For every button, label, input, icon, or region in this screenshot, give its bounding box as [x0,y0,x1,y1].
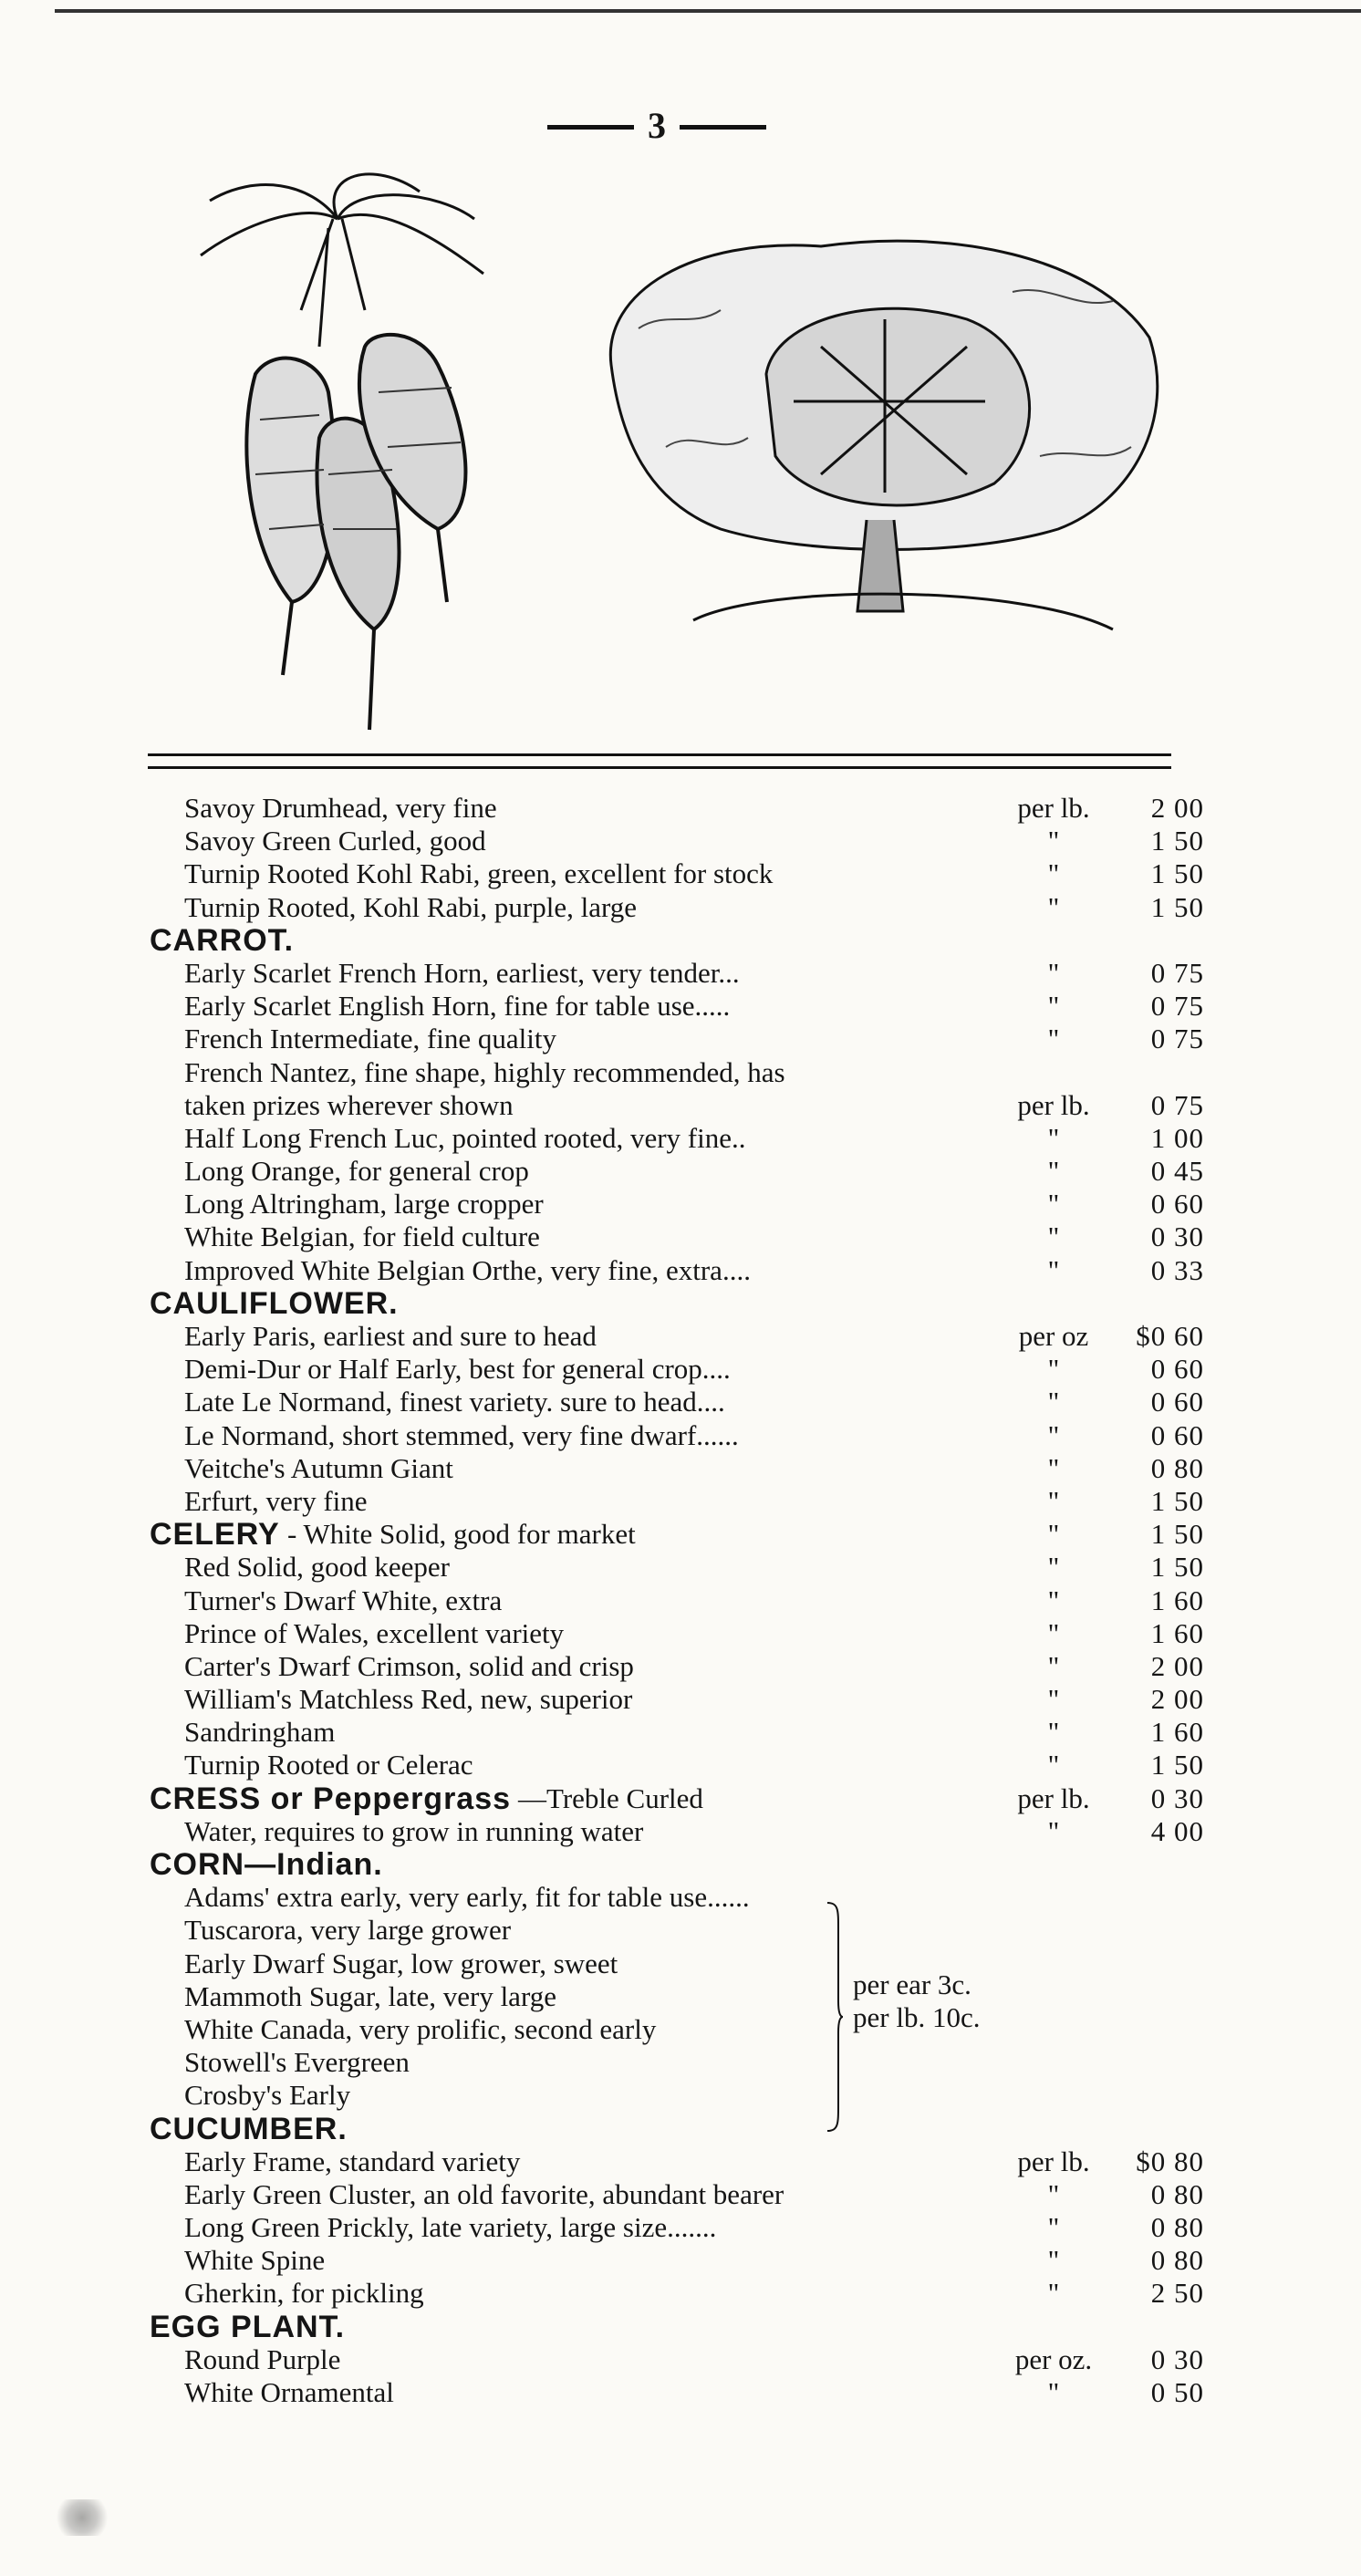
catalog-row [146,2079,1222,2112]
cabbage-illustration [584,219,1177,693]
category-heading-row [146,1287,1222,1320]
item-price: 1 00 [1150,1121,1204,1154]
item-unit: per oz [1018,1320,1089,1353]
item-price: 1 50 [1150,890,1204,923]
item-name: French Intermediate, fine quality [184,1023,557,1055]
item-unit: " [1047,1386,1060,1418]
page-top-edge [55,9,1361,13]
item-price: 1 50 [1150,1518,1204,1551]
item-description: —Treble Curled [518,1781,703,1814]
category-heading-row [146,924,1222,957]
item-price: 2 00 [1150,792,1204,824]
item-price: 1 50 [1150,1551,1204,1584]
catalog-row [146,857,1222,890]
page-number-value: 3 [648,105,666,146]
catalog-row [146,2277,1222,2310]
category-heading: CUCUMBER. [150,2111,348,2146]
item-unit: per lb. [1017,1088,1090,1121]
item-name: Early Frame, standard variety [184,2145,521,2177]
catalog-row [146,1584,1222,1617]
item-name: Erfurt, very fine [184,1484,368,1517]
category-heading: EGG PLANT. [150,2309,346,2344]
item-name: White Canada, very prolific, second early [184,2012,657,2045]
category-heading: CARROT. [150,922,295,958]
section-rule-top [148,753,1171,756]
item-unit: per oz. [1014,2342,1093,2375]
item-name: Early Paris, earliest and sure to head [184,1320,597,1353]
item-name: Late Le Normand, finest variety. sure to head.... [184,1386,725,1418]
item-name: Early Green Cluster, an old favorite, abundant bearer [184,2177,784,2210]
item-price: $0 80 [1136,2145,1204,2177]
item-name: White Ornamental [184,2376,394,2409]
corn-price-brace [826,1901,844,2133]
corn-price-per-lb: per lb. 10c. [853,2001,981,2033]
item-unit: " [1047,2211,1060,2244]
catalog-row [146,2046,1222,2079]
item-price: 0 60 [1150,1386,1204,1418]
item-name-continued: taken prizes wherever shown [184,1088,514,1121]
catalog-row [146,1749,1222,1781]
category-heading-row [146,2113,1222,2145]
item-unit: " [1047,2277,1060,2310]
catalog-row [146,1551,1222,1584]
item-name: Turnip Rooted Kohl Rabi, green, excellent for stock [184,857,774,890]
item-price: 0 30 [1150,1220,1204,1253]
item-unit: " [1047,1616,1060,1649]
item-name: Turner's Dwarf White, extra [184,1584,503,1616]
item-name: Long Green Prickly, late variety, large size....... [184,2211,717,2244]
item-name: Early Scarlet English Horn, fine for table use..... [184,990,731,1023]
item-unit: " [1047,990,1060,1023]
catalog-row [146,1386,1222,1418]
item-unit: " [1047,1716,1060,1749]
page-number [547,105,766,146]
catalog-row [146,1023,1222,1055]
item-name: Early Scarlet French Horn, earliest, very tender... [184,956,740,989]
item-unit: " [1047,2177,1060,2210]
item-name: White Belgian, for field culture [184,1220,540,1253]
item-price: 1 60 [1150,1716,1204,1749]
item-price: 0 80 [1150,2244,1204,2277]
item-unit: " [1047,956,1060,989]
item-name: Crosby's Early [184,2079,351,2112]
catalog-row [146,1419,1222,1452]
item-name: Turnip Rooted, Kohl Rabi, purple, large [184,890,637,923]
catalog-row [146,792,1222,825]
item-name: French Nantez, fine shape, highly recommended, has [184,1055,785,1088]
item-description: - White Solid, good for market [287,1518,636,1551]
item-price: 0 75 [1150,1088,1204,1121]
item-price: 0 60 [1150,1418,1204,1451]
catalog-row [146,2013,1222,2046]
item-name: Red Solid, good keeper [184,1551,451,1584]
catalog-row [146,1980,1222,2013]
catalog-row [146,1254,1222,1287]
carrot-illustration [146,164,529,748]
item-price: 1 60 [1150,1584,1204,1616]
item-unit: per lb. [1017,792,1090,824]
section-rule-bottom [148,766,1171,769]
catalog-row [146,1683,1222,1716]
item-name: Prince of Wales, excellent variety [184,1616,565,1649]
item-price: 0 45 [1150,1155,1204,1188]
item-name: Stowell's Evergreen [184,2046,410,2079]
catalog-row [146,1914,1222,1947]
item-price: $0 60 [1136,1320,1204,1353]
item-unit: " [1047,825,1060,857]
catalog-row [146,2211,1222,2244]
item-unit: " [1047,1155,1060,1188]
item-price: 0 30 [1150,1781,1204,1814]
corn-price-per-ear: per ear 3c. [853,1968,971,2000]
catalog-row [146,990,1222,1023]
item-unit: per lb. [1017,2145,1090,2177]
catalog-row [146,1782,1222,1815]
item-price: 1 60 [1150,1616,1204,1649]
item-price: 2 50 [1150,2277,1204,2310]
item-name: Turnip Rooted or Celerac [184,1749,473,1781]
item-price: 0 60 [1150,1353,1204,1386]
catalog-row [146,891,1222,924]
catalog-row [146,2244,1222,2277]
item-unit: " [1047,1418,1060,1451]
item-price: 0 30 [1150,2342,1204,2375]
category-heading: CELERY [150,1517,280,1553]
item-unit: " [1047,1253,1060,1286]
item-name: William's Matchless Red, new, superior [184,1683,633,1716]
category-heading-row [146,1848,1222,1881]
item-price: 1 50 [1150,857,1204,890]
item-unit: " [1047,1220,1060,1253]
item-price: 0 60 [1150,1188,1204,1220]
item-name: White Spine [184,2244,326,2277]
item-name: Gherkin, for pickling [184,2277,424,2310]
item-unit: " [1047,1683,1060,1716]
catalog-row [146,1155,1222,1188]
item-price: 0 80 [1150,2211,1204,2244]
item-price: 1 50 [1150,825,1204,857]
item-unit: " [1047,1584,1060,1616]
catalog-row [146,1320,1222,1353]
item-price: 0 80 [1150,1451,1204,1484]
item-name: Long Orange, for general crop [184,1155,529,1188]
item-name: Carter's Dwarf Crimson, solid and crisp [184,1649,634,1682]
item-price: 0 75 [1150,956,1204,989]
catalog-row [146,1881,1222,1914]
item-name: Improved White Belgian Orthe, very fine, extra.... [184,1253,751,1286]
catalog-row [146,2343,1222,2376]
item-price: 2 00 [1150,1683,1204,1716]
item-name: Round Purple [184,2342,341,2375]
item-name: Tuscarora, very large grower [184,1914,512,1947]
catalog-row [146,2145,1222,2178]
item-price: 0 80 [1150,2177,1204,2210]
item-unit: " [1047,1649,1060,1682]
catalog-row [146,2376,1222,2409]
item-price: 0 33 [1150,1253,1204,1286]
catalog-row [146,1518,1222,1551]
catalog-row [146,1188,1222,1220]
catalog-row [146,825,1222,857]
item-price: 1 50 [1150,1749,1204,1781]
catalog-row [146,2178,1222,2211]
item-name: Long Altringham, large cropper [184,1188,544,1220]
item-name: Savoy Green Curled, good [184,825,486,857]
item-name: Mammoth Sugar, late, very large [184,1979,556,2012]
item-price: 0 50 [1150,2376,1204,2409]
item-unit: per lb. [1017,1781,1090,1814]
category-heading-row [146,2311,1222,2343]
catalog-row [146,1353,1222,1386]
catalog-row [146,1220,1222,1253]
item-unit: " [1047,2376,1060,2409]
item-unit: " [1047,1353,1060,1386]
item-name: Veitche's Autumn Giant [184,1451,453,1484]
item-price: 1 50 [1150,1484,1204,1517]
item-unit: " [1047,1188,1060,1220]
page-stain [50,2499,114,2536]
catalog-row [146,1815,1222,1848]
catalog-row [146,1650,1222,1683]
item-unit: " [1047,2244,1060,2277]
item-unit: " [1047,1023,1060,1055]
catalog-row [146,1056,1222,1122]
item-unit: " [1047,1451,1060,1484]
catalog-row [146,1452,1222,1485]
category-heading: CRESS or Peppergrass [150,1781,512,1816]
catalog-row [146,1122,1222,1155]
item-unit: " [1047,1484,1060,1517]
catalog-row [146,1617,1222,1650]
item-name: Water, requires to grow in running water [184,1814,644,1847]
item-name: Le Normand, short stemmed, very fine dwarf...... [184,1418,739,1451]
catalog-row [146,1716,1222,1749]
item-price: 4 00 [1150,1814,1204,1847]
item-unit: " [1047,1121,1060,1154]
item-price: 0 75 [1150,1023,1204,1055]
item-unit: " [1047,1518,1060,1551]
item-unit: " [1047,1551,1060,1584]
item-unit: " [1047,1749,1060,1781]
catalog-row [146,957,1222,990]
catalog-row [146,1948,1222,1980]
item-unit: " [1047,857,1060,890]
item-name: Sandringham [184,1716,336,1749]
item-name: Half Long French Luc, pointed rooted, very fine.. [184,1121,746,1154]
item-name: Savoy Drumhead, very fine [184,792,497,824]
item-price: 0 75 [1150,990,1204,1023]
item-unit: " [1047,1814,1060,1847]
item-name: Demi-Dur or Half Early, best for general crop.... [184,1353,731,1386]
category-heading: CORN—Indian. [150,1847,383,1883]
seed-price-list [146,792,1222,2409]
item-unit: " [1047,890,1060,923]
item-name: Adams' extra early, very early, fit for table use...... [184,1881,750,1914]
item-name: Early Dwarf Sugar, low grower, sweet [184,1947,618,1979]
item-price: 2 00 [1150,1649,1204,1682]
category-heading: CAULIFLOWER. [150,1285,399,1321]
catalog-row [146,1485,1222,1518]
